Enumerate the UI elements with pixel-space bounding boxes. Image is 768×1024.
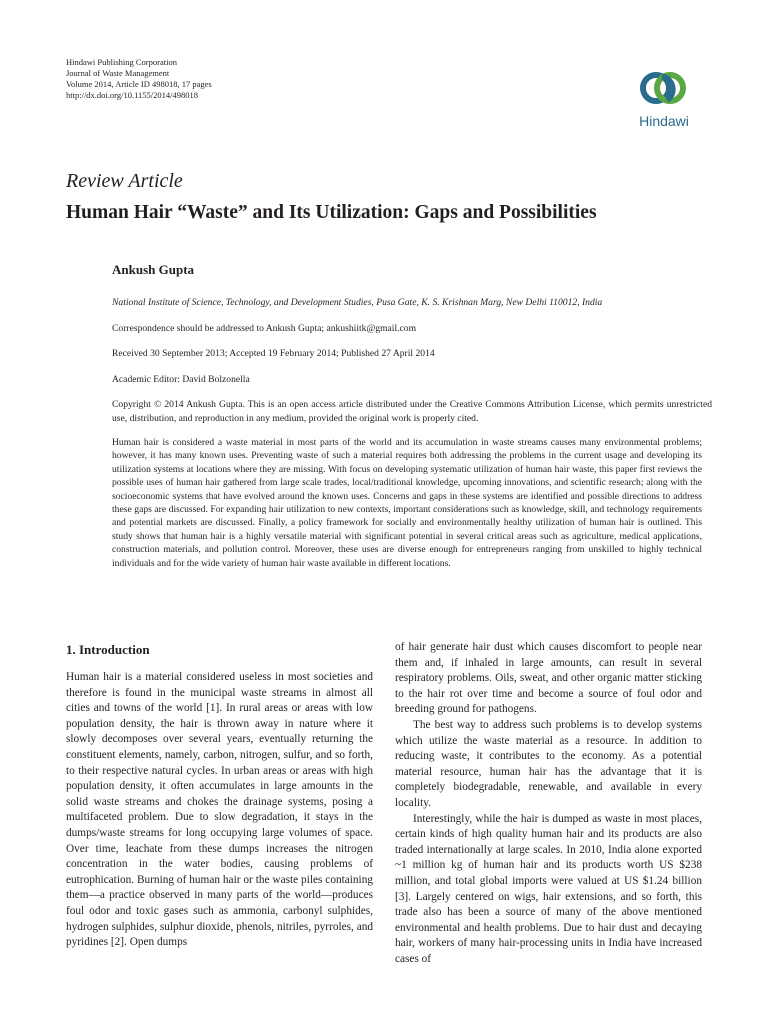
right-column <box>395 640 702 967</box>
affiliation: National Institute of Science, Technology, and Development Studies, Pusa Gate, K. S. Krishnan Marg, New Delhi 110012, India <box>112 297 603 308</box>
volume-info: Volume 2014, Article ID 498018, 17 pages <box>66 79 212 89</box>
publisher-name: Hindawi Publishing Corporation <box>66 57 177 67</box>
correspondence: Correspondence should be addressed to Ankush Gupta; ankushiitk@gmail.com <box>112 323 417 334</box>
doi-link[interactable]: http://dx.doi.org/10.1155/2014/498018 <box>66 90 198 100</box>
section-heading: 1. Introduction <box>66 642 150 657</box>
hindawi-logo <box>637 62 689 114</box>
academic-editor: Academic Editor: David Bolzonella <box>112 374 250 385</box>
copyright-notice: Copyright © 2014 Ankush Gupta. This is an open access article distributed under the Creative Commons Attribution License, which permits unrestricted use, distribution, and reproduction in any medium, provided the original work is properly cited. <box>112 399 712 424</box>
publication-dates: Received 30 September 2013; Accepted 19 February 2014; Published 27 April 2014 <box>112 348 435 359</box>
body-paragraph: Interestingly, while the hair is dumped as waste in most places, certain kinds of high quality human hair and its products are also traded internationally at large scales. In 2010, India alone exported ~1 million kg of human hair and its products worth US $238 million, and total global imports were valued at US $1.24 billion [3]. Largely centered on wigs, hair extensions, and so forth, this trade also has been a source of many of the above mentioned environmental and health problems. Due to hair dust and decaying hair, workers of many hair-processing units in India have increased cases of <box>395 812 702 965</box>
body-paragraph: The best way to address such problems is to develop systems which utilize the waste material as a resource. In addition to reducing waste, it contributes to the economy. As a potential material resource, human hair has the advantage that it is completely biodegradable, renewable, and available in every locality. <box>395 718 702 809</box>
logo-text: Hindawi <box>639 113 689 129</box>
left-column <box>66 670 373 951</box>
body-paragraph: Human hair is a material considered useless in most societies and therefore is found in the municipal waste streams in almost all cities and towns of the world [1]. In rural areas or areas with low population density, the hair is thrown away in nature where it slowly decomposes over several years, eventually returning the constituent elements, namely, carbon, nitrogen, sulfur, and so forth, to their respective natural cycles. In urban areas or areas with high population density, it often accumulates in large amounts in the solid waste streams and chokes the drainage systems, posing a multifaceted problem. Due to slow degradation, it stays in the dumps/waste streams for long occupying large volumes of space. Over time, leachate from these dumps increases the nitrogen concentration in the water bodies, causing problems of eutrophication. Burning of human hair or the waste piles containing them—a practice observed in many parts of the world—produces foul odor and toxic gases such as ammonia, carbonyl sulphides, hydrogen sulphides, sulphur dioxide, phenols, nitriles, pyrroles, and pyridines [2]. Open dumps <box>66 671 373 949</box>
author-name: Ankush Gupta <box>112 262 195 277</box>
body-paragraph: of hair generate hair dust which causes discomfort to people near them and, if inhaled in large amounts, can result in several respiratory problems. Oils, sweat, and other organic matter sticking to the hair rot over time and become a source of foul odor and breeding ground for pathogens. <box>395 641 702 716</box>
article-title: Human Hair “Waste” and Its Utilization: Gaps and Possibilities <box>66 202 597 223</box>
publication-info <box>66 57 212 101</box>
article-type: Review Article <box>66 170 183 192</box>
abstract: Human hair is considered a waste material in most parts of the world and its accumulation in waste streams causes many environmental problems; however, it has many known uses. Preventing waste of such a material requires both addressing the problems in the current usage and developing its utilization systems at locations where they are missing. With focus on developing systematic utilization of human hair waste, this paper first reviews the possible uses of human hair gathered from large scale trades, local/traditional knowledge, upcoming innovations, and scientific research; along with the socioeconomic systems that have evolved around the known uses. Concerns and gaps in these systems are identified and possible directions to address these gaps are discussed. For expanding hair utilization to new contexts, important considerations such as knowledge, skill, and technology requirements and potential markets are discussed. Finally, a policy framework for socially and environmentally healthy utilization of human hair is outlined. This study shows that human hair is a highly versatile material with significant potential in several critical areas such as agriculture, medical applications, construction materials, and pollution control. Moreover, these uses are diverse enough for entrepreneurs ranging from unskilled to highly technical individuals and for the wide variety of human hair waste available in different locations. <box>112 437 702 569</box>
journal-name: Journal of Waste Management <box>66 68 170 78</box>
